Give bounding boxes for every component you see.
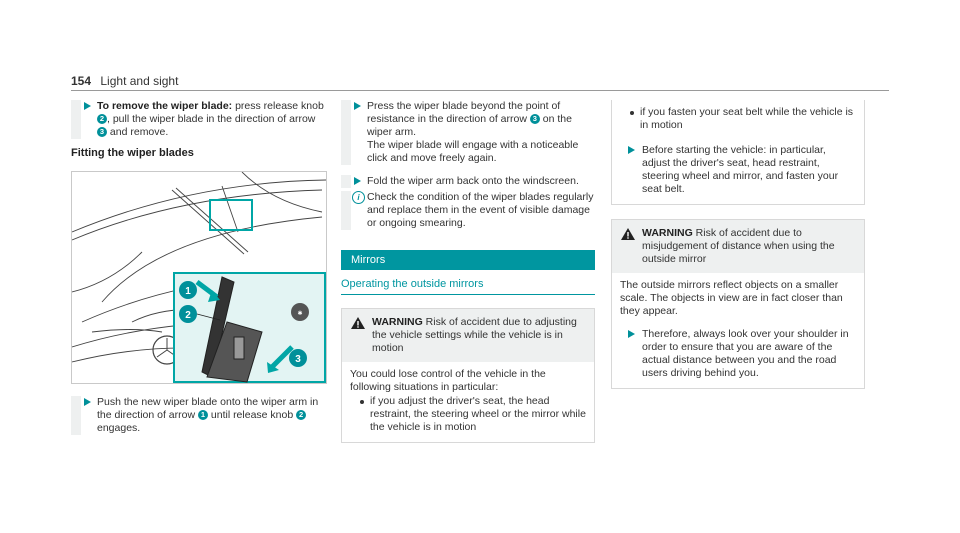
subsection-title: Operating the outside mirrors <box>341 278 595 295</box>
step-bar <box>71 396 81 435</box>
warning-text: You could lose control of the vehicle in the following situations in particular: <box>350 368 546 393</box>
step-title: To remove the wiper blade: <box>97 100 233 112</box>
warning-text: The outside mirrors reflect objects on a smaller scale. The objects in view are in fact closer than they appear. <box>620 279 843 317</box>
step-bar <box>71 100 81 139</box>
click-burst-icon: ✱ <box>297 311 303 317</box>
warning-label: WARNING <box>372 316 423 328</box>
page-number: 154 <box>71 74 92 88</box>
wiper-blade-illustration <box>71 171 327 384</box>
car-windscreen-drawing <box>72 172 326 383</box>
note-text: Check the condition of the wiper blades regularly and replace them in the event of visible damage or ongoing smearing. <box>367 191 594 229</box>
warning-header <box>612 220 864 273</box>
warning-box-continued <box>611 100 865 205</box>
warning-triangle-icon <box>621 228 635 240</box>
info-note <box>341 191 595 230</box>
warning-title: Risk of accident due to misjudgement of distance when using the outside mirror <box>642 227 835 265</box>
step-text: until release knob <box>207 409 297 421</box>
callout-2: 2 <box>185 310 191 321</box>
header-rule <box>71 90 889 91</box>
list-item: if you adjust the driver's seat, the head restraint, the steering wheel or the mirror while the vehicle is in motion <box>350 395 586 434</box>
step-push-wiper-blade <box>71 396 325 435</box>
callout-number: 1 <box>198 410 208 420</box>
step-arrow-icon <box>84 102 91 110</box>
step-text: press release knob <box>232 100 324 112</box>
warning-title: Risk of accident due to adjusting the vehicle settings while the vehicle is in motion <box>372 316 577 354</box>
mirror-warning-box <box>611 219 865 389</box>
step-arrow-icon <box>354 102 361 110</box>
callout-number: 3 <box>97 127 107 137</box>
warning-label: WARNING <box>642 227 693 239</box>
section-heading: Fitting the wiper blades <box>71 147 194 159</box>
warning-header <box>342 309 594 362</box>
warning-triangle-icon <box>351 317 365 329</box>
list-item: if you fasten your seat belt while the vehicle is in motion <box>620 106 856 132</box>
step-text: on the wiper arm. <box>367 113 572 138</box>
section-title: Mirrors <box>351 254 386 266</box>
section-name: Light and sight <box>100 74 179 88</box>
subsection-heading-wrap <box>341 278 595 295</box>
step-text: Push the new wiper blade onto the wiper arm in the direction of arrow <box>97 396 319 421</box>
section-title-bar <box>341 250 595 270</box>
step-fold-wiper-arm <box>341 175 595 188</box>
step-text: , pull the wiper blade in the direction of arrow <box>107 113 316 125</box>
callout-number: 2 <box>97 114 107 124</box>
warning-body <box>612 273 864 388</box>
step-text: Therefore, always look over your shoulder in order to ensure that you are aware of the actual distance between you and the road users driving behind you. <box>642 328 849 379</box>
step-press-wiper-blade <box>341 100 595 165</box>
step-arrow-icon <box>628 330 635 338</box>
step-text: and remove. <box>107 126 169 138</box>
step-bar <box>341 100 351 165</box>
warning-body <box>342 362 594 442</box>
step-text: engages. <box>97 422 141 434</box>
column-3 <box>611 100 865 389</box>
callout-3: 3 <box>295 354 301 365</box>
step-bar <box>341 175 351 188</box>
step-arrow-icon <box>628 146 635 154</box>
step-look-over-shoulder <box>620 328 856 380</box>
info-icon: i <box>352 191 365 204</box>
step-result-text: The wiper blade will engage with a noticeable click and move freely again. <box>367 139 579 164</box>
step-remove-wiper-blade <box>71 100 325 139</box>
page-header <box>71 74 178 88</box>
column-2 <box>341 100 595 443</box>
callout-number: 3 <box>530 114 540 124</box>
step-arrow-icon <box>354 177 361 185</box>
column-1 <box>71 100 325 435</box>
step-adjust-before-start <box>620 144 856 196</box>
warning-box <box>341 308 595 443</box>
step-text: Before starting the vehicle: in particular, adjust the driver's seat, head restraint, steering wheel and mirror, and fasten your seat belt. <box>642 144 839 195</box>
step-text: Press the wiper blade beyond the point of resistance in the direction of arrow <box>367 100 561 125</box>
step-arrow-icon <box>84 398 91 406</box>
note-bar <box>341 191 351 230</box>
warning-body <box>612 100 864 204</box>
callout-number: 2 <box>296 410 306 420</box>
step-text: Fold the wiper arm back onto the windscreen. <box>367 175 579 187</box>
callout-1: 1 <box>185 286 191 297</box>
